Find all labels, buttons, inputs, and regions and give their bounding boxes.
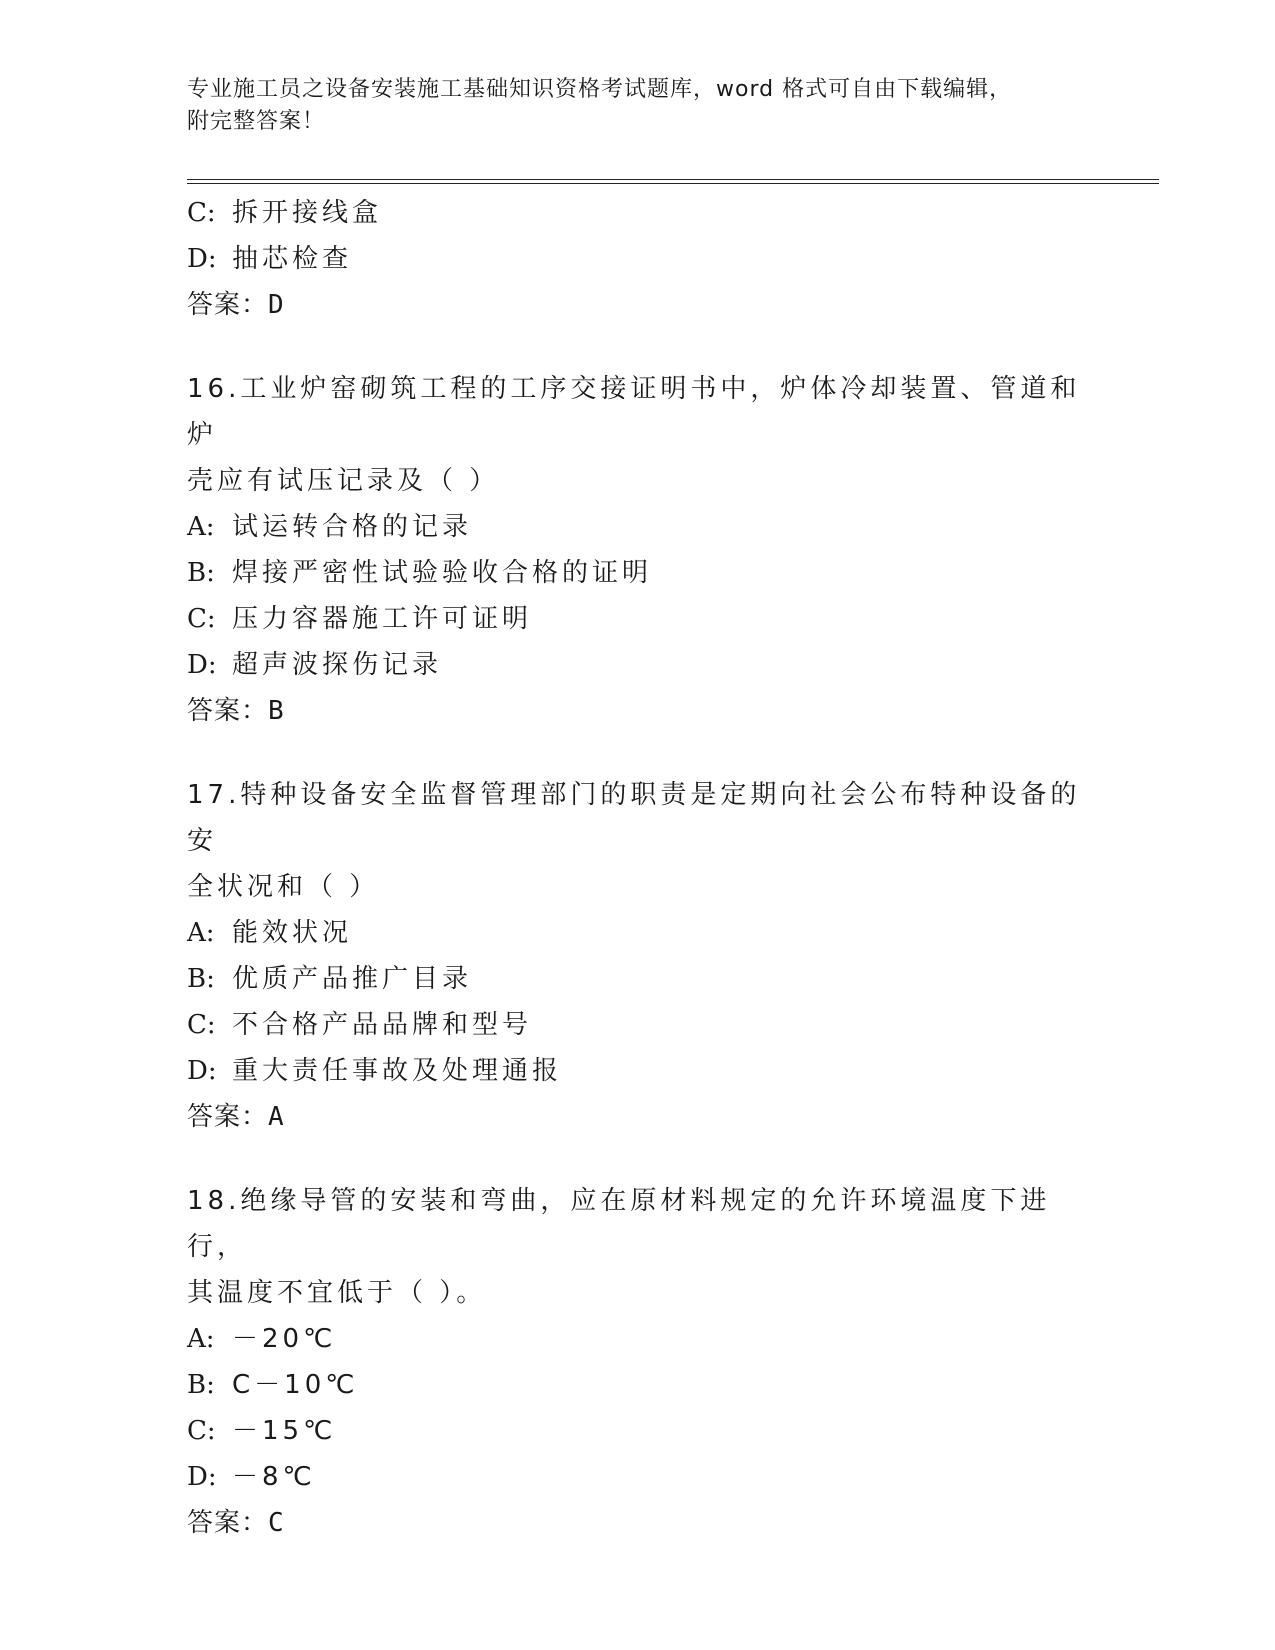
option-letter: D: — [187, 244, 217, 274]
option-text: 不合格产品品牌和型号 — [232, 1010, 533, 1040]
option-text: 优质产品推广目录 — [232, 964, 473, 994]
option-b — [187, 956, 1087, 1002]
option-letter: C: — [187, 604, 216, 634]
option-letter: B: — [187, 1370, 215, 1400]
question-stem — [187, 1178, 1087, 1316]
question-stem-line2: 其温度不宜低于（ ）。 — [187, 1278, 487, 1308]
option-text: 能效状况 — [232, 918, 353, 948]
answer-value: B — [268, 696, 285, 726]
option-d — [187, 236, 1087, 282]
option-text: －15℃ — [232, 1416, 337, 1446]
option-letter: B: — [187, 964, 215, 994]
option-text: 拆开接线盒 — [232, 198, 383, 228]
header-title-line1: 专业施工员之设备安装施工基础知识资格考试题库，word 格式可自由下载编辑， — [187, 77, 1013, 102]
option-letter: C: — [187, 1416, 216, 1446]
answer-line — [187, 688, 1087, 734]
option-text: 超声波探伤记录 — [232, 650, 443, 680]
question-content — [187, 190, 1087, 1546]
header-divider-top — [187, 179, 1159, 180]
answer-value: A — [268, 1102, 285, 1132]
question-stem-line2: 全状况和（ ） — [187, 872, 380, 902]
option-letter: B: — [187, 558, 215, 588]
answer-label: 答案： — [187, 290, 269, 320]
option-letter: A: — [187, 1324, 215, 1354]
option-d — [187, 1454, 1087, 1500]
option-text: C－10℃ — [232, 1370, 359, 1400]
question-stem — [187, 366, 1087, 504]
option-a — [187, 504, 1087, 550]
question-17 — [187, 772, 1087, 1140]
option-d — [187, 642, 1087, 688]
option-letter: A: — [187, 918, 215, 948]
option-a — [187, 910, 1087, 956]
option-c — [187, 190, 1087, 236]
option-c — [187, 1408, 1087, 1454]
question-stem — [187, 772, 1087, 910]
answer-label: 答案： — [187, 1508, 269, 1538]
header-title-line2: 附完整答案！ — [187, 109, 326, 134]
option-letter: D: — [187, 1056, 217, 1086]
option-text: 试运转合格的记录 — [232, 512, 473, 542]
question-stem-line1: 17.特种设备安全监督管理部门的职责是定期向社会公布特种设备的安 — [187, 780, 1081, 856]
option-letter: D: — [187, 1462, 217, 1492]
continued-question — [187, 190, 1087, 328]
document-header — [187, 74, 1067, 138]
option-d — [187, 1048, 1087, 1094]
header-divider-bottom — [187, 183, 1159, 184]
option-c — [187, 596, 1087, 642]
option-letter: C: — [187, 1010, 216, 1040]
answer-label: 答案： — [187, 696, 269, 726]
option-letter: C: — [187, 198, 216, 228]
option-text: 压力容器施工许可证明 — [232, 604, 533, 634]
option-text: 重大责任事故及处理通报 — [232, 1056, 563, 1086]
question-stem-line1: 16.工业炉窑砌筑工程的工序交接证明书中，炉体冷却装置、管道和炉 — [187, 374, 1081, 450]
option-b — [187, 550, 1087, 596]
option-a — [187, 1316, 1087, 1362]
option-letter: D: — [187, 650, 217, 680]
option-text: 焊接严密性试验验收合格的证明 — [232, 558, 653, 588]
question-16 — [187, 366, 1087, 734]
option-b — [187, 1362, 1087, 1408]
answer-value: D — [268, 290, 285, 320]
answer-line — [187, 1094, 1087, 1140]
option-letter: A: — [187, 512, 215, 542]
question-stem-line2: 壳应有试压记录及（ ） — [187, 466, 500, 496]
answer-line — [187, 282, 1087, 328]
option-c — [187, 1002, 1087, 1048]
option-text: 抽芯检查 — [232, 244, 353, 274]
option-text: －8℃ — [232, 1462, 316, 1492]
answer-line — [187, 1500, 1087, 1546]
question-18 — [187, 1178, 1087, 1546]
option-text: －20℃ — [232, 1324, 337, 1354]
question-stem-line1: 18.绝缘导管的安装和弯曲，应在原材料规定的允许环境温度下进行， — [187, 1186, 1051, 1262]
answer-value: C — [268, 1508, 285, 1538]
answer-label: 答案： — [187, 1102, 269, 1132]
